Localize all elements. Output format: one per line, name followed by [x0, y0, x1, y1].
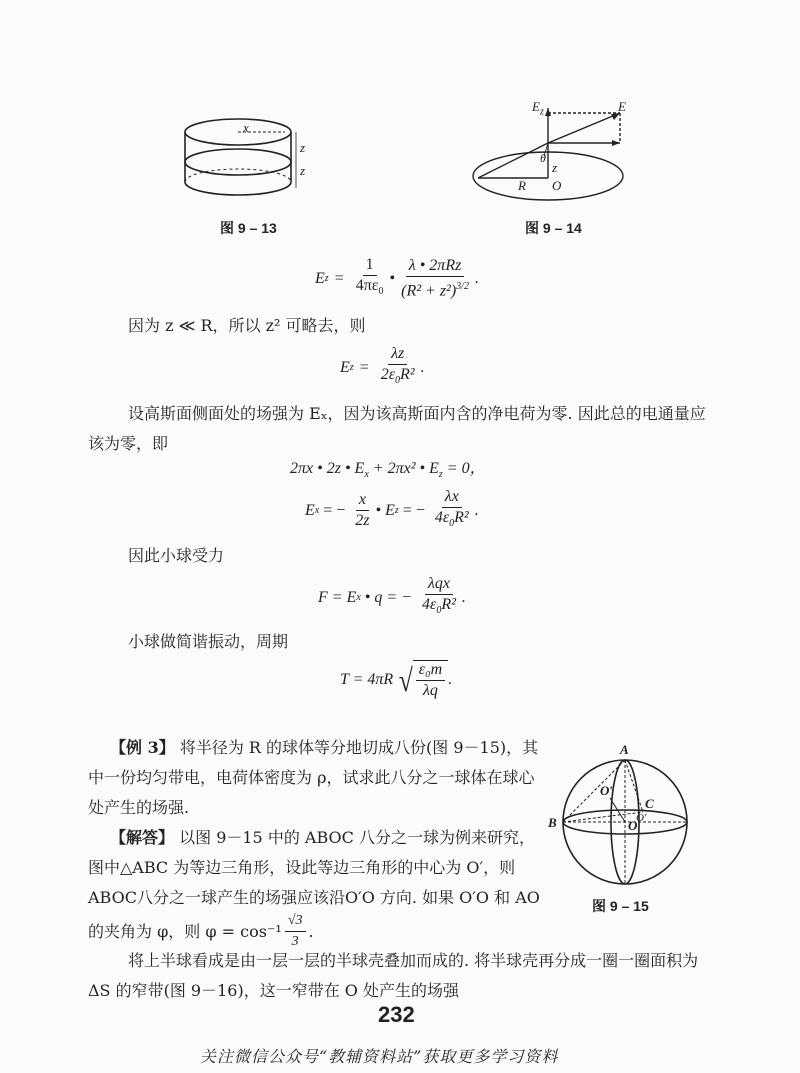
equation-6: T = 4πR √ $\frac{\text{ε₀m}}{\lambda q}$ .: [340, 661, 453, 699]
text-line-1: 因为 z ≪ R，所以 z² 可略去，则: [128, 316, 366, 335]
text-line-5a: 将上半球看成是由一层一层的半球壳叠加而成的. 将半球壳再分成一圈一圈面积为: [128, 951, 699, 970]
fig14-label-E: E: [618, 99, 626, 114]
fig15-label-Oprime2: O′: [636, 812, 647, 824]
fig15-label-O: O: [628, 818, 638, 833]
figure-9-15: [555, 748, 695, 888]
fig14-label-R: R: [518, 178, 526, 193]
example-3-line-2: 中一份均匀带电，电荷体密度为 ρ，试求此八分之一球体在球心: [88, 768, 535, 787]
fig14-label-O: O: [552, 178, 562, 193]
example-3-line-3: 处产生的场强.: [88, 798, 190, 817]
fig13-label-x: x: [243, 120, 249, 135]
example-3-line-1: 【例 3】 将半径为 R 的球体等分地切成八份(图 9－15)，其: [110, 738, 539, 757]
equation-5: F = E x • q = − $\frac{\text{λqx}}{4\varepsilon_0R^2}$ .: [318, 575, 466, 617]
example-tag: 【例 3】: [110, 738, 175, 757]
figure-9-13: [180, 110, 320, 205]
solution-line-4: 的夹角为 φ，则 φ = cos⁻¹ $\frac{√3}{3}$ .: [88, 913, 314, 949]
solution-line-2: 图中△ABC 为等边三角形，设此等边三角形的中心为 O′，则: [88, 858, 516, 877]
footer-watermark: 关注微信公众号“教辅资料站”获取更多学习资料: [200, 1047, 559, 1066]
fig15-caption: 图 9 – 15: [592, 898, 649, 914]
fig15-label-C: C: [645, 796, 654, 811]
fig15-label-B: B: [548, 815, 557, 830]
equation-2: E z = $\frac{\lambda z}{2\varepsilon_0R^2}$ .: [340, 345, 425, 387]
fig13-caption: 图 9 – 13: [220, 220, 277, 236]
fig13-label-z2: z: [300, 163, 306, 178]
solution-tag: 【解答】: [110, 828, 175, 847]
solution-line-3: ABOC八分之一球产生的场强应该沿O′O 方向. 如果 O′O 和 AO: [88, 888, 540, 907]
fig14-caption: 图 9 – 14: [525, 220, 582, 236]
text-line-4: 小球做简谐振动，周期: [128, 632, 289, 651]
fig15-label-Oprime: O′: [600, 783, 614, 798]
text-line-2b: 该为零，即: [88, 434, 169, 453]
text-line-3: 因此小球受力: [128, 546, 225, 565]
equation-1: E z = $\frac{1}{4\pi\varepsilon_0}$ • $\frac{\text{λ • 2πRz}}{(R^2 + z^2)^{3/2}}$ .: [315, 256, 479, 300]
fig14-label-theta: θ: [540, 151, 546, 165]
fig14-label-Ez: $E_z$: [532, 99, 544, 118]
equation-4: E x = − $\frac{x}{2z}$ • E z = − $\frac{\lambda x}{4\varepsilon_0R^2}$ .: [305, 488, 479, 530]
text-line-5b: ΔS 的窄带(图 9－16)，这一窄带在 O 处产生的场强: [88, 981, 460, 1000]
fig15-label-A: A: [620, 742, 629, 757]
equation-3: 2πx • 2z • $E_x + 2\pi x^2$ • $E_z = 0$，: [290, 460, 486, 481]
page-number: 232: [378, 1002, 415, 1027]
solution-line-1: 【解答】 以图 9－15 中的 ABOC 八分之一球为例来研究，: [110, 828, 535, 847]
fig14-label-z: z: [552, 160, 558, 175]
text-line-2a: 设高斯面侧面处的场强为 Eₓ，因为该高斯面内含的净电荷为零. 因此总的电通量应: [128, 404, 706, 423]
fig13-label-z1: z: [300, 140, 306, 155]
